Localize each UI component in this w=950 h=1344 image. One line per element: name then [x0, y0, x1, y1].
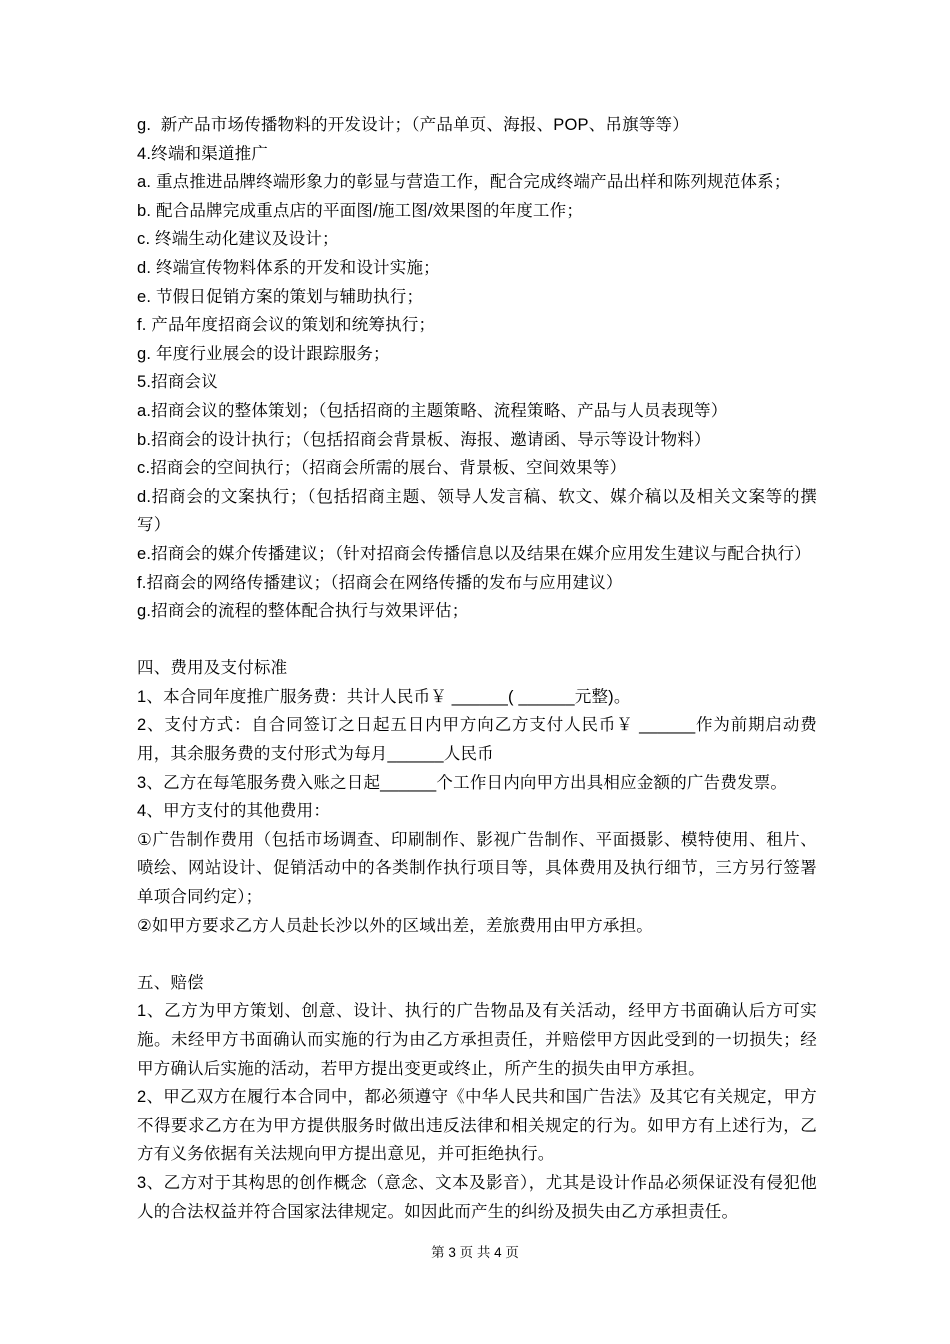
- paragraph: 4.终端和渠道推广: [137, 144, 269, 163]
- paragraph: 五、赔偿: [137, 973, 204, 992]
- paragraph: a. 重点推进品牌终端形象力的彰显与营造工作，配合完成终端产品出样和陈列规范体系；: [137, 173, 791, 192]
- paragraph: e.招商会的媒介传播建议；（针对招商会传播信息以及结果在媒介应用发生建议与配合执行）: [137, 544, 811, 563]
- paragraph: e. 节假日促销方案的策划与辅助执行；: [137, 287, 424, 306]
- paragraph: d.招商会的文案执行；（包括招商主题、领导人发言稿、软文、媒介稿以及相关文案等的撰写）: [137, 487, 817, 535]
- page-footer: 第 3 页 共 4 页: [431, 1245, 519, 1260]
- paragraph: 2、甲乙双方在履行本合同中，都必须遵守《中华人民共和国广告法》及其它有关规定，甲方不得要求乙方在为甲方提供服务时做出违反法律和相关规定的行为。如甲方有上述行为，乙方有义务依据有关法规向甲方提出意见，并可拒绝执行。: [137, 1088, 817, 1164]
- paragraph: 1、乙方为甲方策划、创意、设计、执行的广告物品及有关活动，经甲方书面确认后方可实施。未经甲方书面确认而实施的行为由乙方承担责任，并赔偿甲方因此受到的一切损失；经甲方确认后实施的活动，若甲方提出变更或终止，所产生的损失由甲方承担。: [137, 1002, 817, 1078]
- paragraph: 4、甲方支付的其他费用：: [137, 802, 331, 821]
- paragraph: c.招商会的空间执行；（招商会所需的展台、背景板、空间效果等）: [137, 459, 627, 478]
- paragraph: b.招商会的设计执行；（包括招商会背景板、海报、邀请函、导示等设计物料）: [137, 430, 711, 449]
- paragraph: 5.招商会议: [137, 373, 218, 392]
- paragraph: 2、支付方式：自合同签订之日起五日内甲方向乙方支付人民币￥ ______作为前期启动费用，其余服务费的支付形式为每月______人民币: [137, 716, 817, 764]
- paragraph: f.招商会的网络传播建议；（招商会在网络传播的发布与应用建议）: [137, 573, 623, 592]
- blank-line: [137, 940, 817, 969]
- paragraph: g.招商会的流程的整体配合执行与效果评估；: [137, 602, 469, 621]
- paragraph: 1、本合同年度推广服务费：共计人民币￥ ______( ______元整)。: [137, 687, 631, 706]
- document-body: [137, 111, 817, 1226]
- paragraph: g. 年度行业展会的设计跟踪服务；: [137, 344, 390, 363]
- paragraph: g. 新产品市场传播物料的开发设计；（产品单页、海报、POP、吊旗等等）: [137, 116, 689, 134]
- paragraph: 3、乙方对于其构思的创作概念（意念、文本及影音），尤其是设计作品必须保证没有侵犯他人的合法权益并符合国家法律规定。如因此而产生的纠纷及损失由乙方承担责任。: [137, 1173, 817, 1221]
- paragraph: ②如甲方要求乙方人员赴长沙以外的区域出差，差旅费用由甲方承担。: [137, 916, 653, 935]
- paragraph: f. 产品年度招商会议的策划和统筹执行；: [137, 316, 436, 335]
- paragraph: a.招商会议的整体策划；（包括招商的主题策略、流程策略、产品与人员表现等）: [137, 401, 728, 420]
- paragraph: 四、费用及支付标准: [137, 659, 288, 678]
- paragraph: ①广告制作费用（包括市场调查、印刷制作、影视广告制作、平面摄影、模特使用、租片、喷绘、网站设计、促销活动中的各类制作执行项目等，具体费用及执行细节，三方另行签署单项合同约定）；: [137, 830, 817, 907]
- paragraph: 3、乙方在每笔服务费入账之日起______个工作日内向甲方出具相应金额的广告费发票。: [137, 773, 788, 792]
- paragraph: d. 终端宣传物料体系的开发和设计实施；: [137, 258, 440, 277]
- blank-line: [137, 626, 817, 655]
- paragraph: b. 配合品牌完成重点店的平面图/施工图/效果图的年度工作；: [137, 201, 584, 220]
- paragraph: c. 终端生动化建议及设计；: [137, 230, 339, 249]
